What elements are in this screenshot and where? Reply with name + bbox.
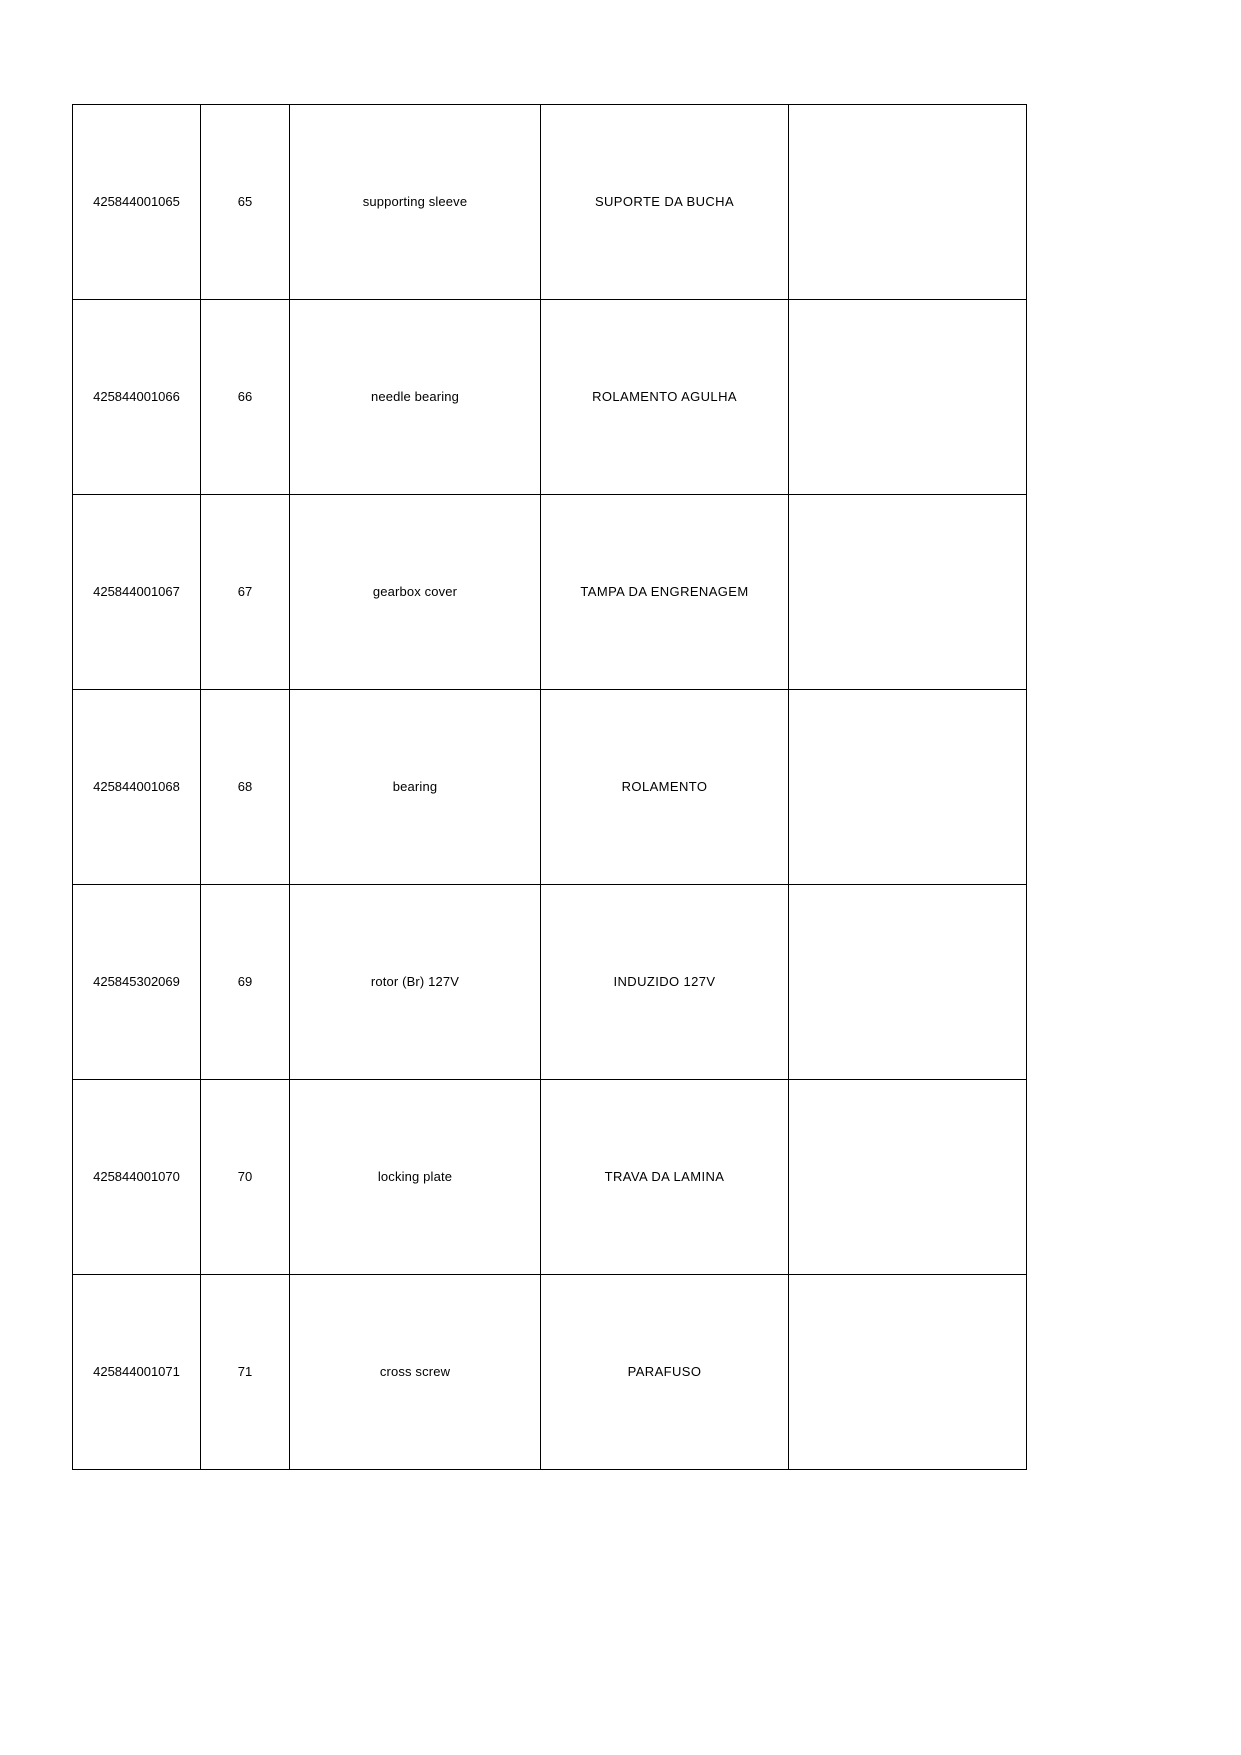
table-row bbox=[73, 1275, 1027, 1470]
cell-notes bbox=[789, 885, 1027, 1080]
cell-notes bbox=[789, 1275, 1027, 1470]
cell-description-en: locking plate bbox=[290, 1080, 541, 1275]
cell-description-pt: ROLAMENTO AGULHA bbox=[541, 300, 789, 495]
cell-part-code: 425844001071 bbox=[73, 1275, 201, 1470]
cell-ref-number: 68 bbox=[201, 690, 290, 885]
cell-notes bbox=[789, 495, 1027, 690]
cell-ref-number: 71 bbox=[201, 1275, 290, 1470]
cell-description-pt: TAMPA DA ENGRENAGEM bbox=[541, 495, 789, 690]
cell-description-en: cross screw bbox=[290, 1275, 541, 1470]
cell-notes bbox=[789, 300, 1027, 495]
cell-ref-number: 69 bbox=[201, 885, 290, 1080]
cell-ref-number: 65 bbox=[201, 105, 290, 300]
cell-part-code: 425844001068 bbox=[73, 690, 201, 885]
cell-description-pt: ROLAMENTO bbox=[541, 690, 789, 885]
table-row bbox=[73, 885, 1027, 1080]
cell-description-pt: SUPORTE DA BUCHA bbox=[541, 105, 789, 300]
table-row bbox=[73, 495, 1027, 690]
cell-description-en: needle bearing bbox=[290, 300, 541, 495]
cell-description-en: rotor (Br) 127V bbox=[290, 885, 541, 1080]
cell-description-pt: INDUZIDO 127V bbox=[541, 885, 789, 1080]
table-row bbox=[73, 1080, 1027, 1275]
cell-description-pt: TRAVA DA LAMINA bbox=[541, 1080, 789, 1275]
parts-table bbox=[72, 104, 1027, 1470]
cell-description-en: gearbox cover bbox=[290, 495, 541, 690]
cell-part-code: 425845302069 bbox=[73, 885, 201, 1080]
cell-part-code: 425844001066 bbox=[73, 300, 201, 495]
table-row bbox=[73, 690, 1027, 885]
cell-ref-number: 67 bbox=[201, 495, 290, 690]
cell-part-code: 425844001065 bbox=[73, 105, 201, 300]
table-row bbox=[73, 105, 1027, 300]
cell-part-code: 425844001067 bbox=[73, 495, 201, 690]
cell-ref-number: 66 bbox=[201, 300, 290, 495]
cell-description-en: bearing bbox=[290, 690, 541, 885]
cell-notes bbox=[789, 105, 1027, 300]
cell-description-pt: PARAFUSO bbox=[541, 1275, 789, 1470]
cell-description-en: supporting sleeve bbox=[290, 105, 541, 300]
cell-notes bbox=[789, 1080, 1027, 1275]
cell-part-code: 425844001070 bbox=[73, 1080, 201, 1275]
table-row bbox=[73, 300, 1027, 495]
cell-ref-number: 70 bbox=[201, 1080, 290, 1275]
cell-notes bbox=[789, 690, 1027, 885]
